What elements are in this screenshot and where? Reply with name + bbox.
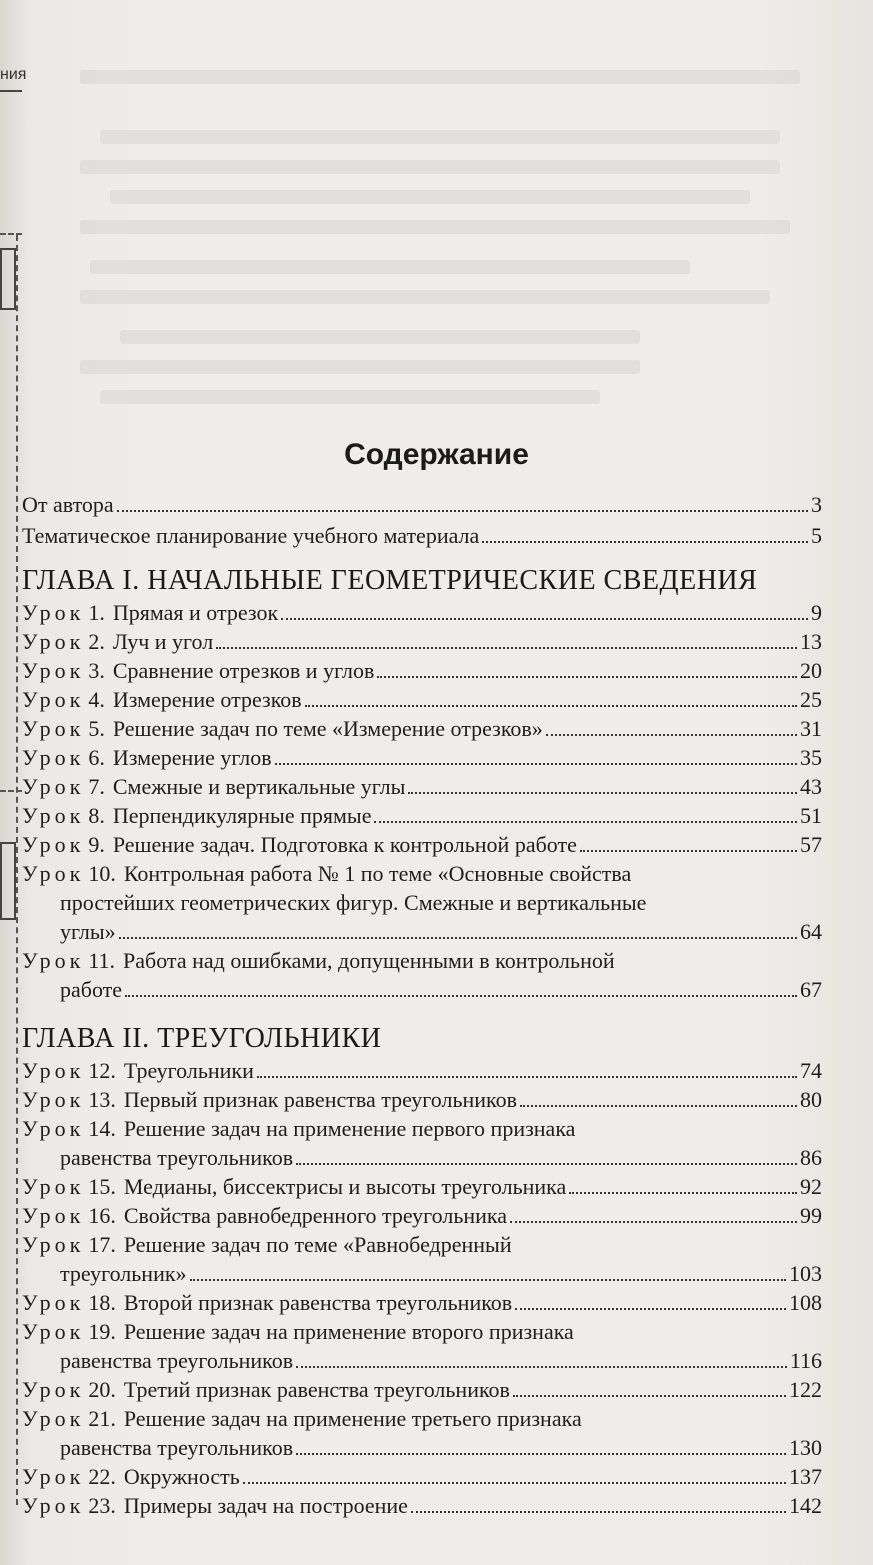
page-number: 57 — [800, 832, 822, 857]
page-number: 92 — [800, 1174, 822, 1199]
page-number: 20 — [800, 658, 822, 683]
page-number: 5 — [811, 523, 822, 548]
lesson-word: Урок — [22, 687, 85, 712]
page-number: 108 — [789, 1290, 822, 1315]
lesson-title-text: Медианы, биссектрисы и высоты треугольника — [123, 1174, 567, 1199]
page-number: 142 — [789, 1493, 822, 1518]
lesson-number: 15. — [88, 1174, 116, 1199]
lesson-word: Урок — [22, 861, 85, 886]
toc-entry-label — [22, 627, 216, 656]
page-number: 9 — [811, 600, 822, 625]
toc-entry-label: треугольник» — [60, 1261, 187, 1286]
lesson-number: 13. — [88, 1087, 116, 1112]
toc-entry-label — [22, 772, 408, 801]
lesson-title-text: Решение задач на применение второго признака — [123, 1319, 574, 1344]
lesson-word: Урок — [22, 1174, 85, 1199]
dot-leader — [125, 995, 797, 997]
lesson-title-text: Окружность — [123, 1464, 240, 1489]
lesson-word: Урок — [22, 745, 85, 770]
margin-dashed-line — [16, 235, 18, 1505]
toc-lesson-entry — [22, 1085, 822, 1114]
toc-lesson-entry — [22, 1317, 822, 1375]
lesson-word: Урок — [22, 629, 85, 654]
lesson-number: 20. — [88, 1377, 116, 1402]
lesson-title-text: Решение задач по теме «Измерение отрезков» — [112, 716, 543, 741]
lesson-word: Урок — [22, 658, 85, 683]
toc-entry-label — [22, 1491, 411, 1520]
dot-leader — [243, 1482, 786, 1484]
dot-leader — [296, 1163, 797, 1165]
toc-entry-label — [22, 1288, 515, 1317]
toc-lesson-entry — [22, 801, 822, 830]
lesson-title-text: Перпендикулярные прямые — [112, 803, 372, 828]
lesson-number: 9. — [88, 832, 105, 857]
toc-entry-label — [22, 1201, 510, 1230]
lesson-word: Урок — [22, 600, 85, 625]
lesson-word: Урок — [22, 1058, 85, 1083]
page-number: 122 — [789, 1377, 822, 1402]
toc-entry-label — [22, 1319, 574, 1344]
lesson-word: Урок — [22, 1203, 85, 1228]
lesson-title-text: Примеры задач на построение — [123, 1493, 408, 1518]
toc-lesson-entry — [22, 1201, 822, 1230]
lesson-title-text: Решение задач по теме «Равнобедренный — [123, 1232, 512, 1257]
chapter-heading: ГЛАВА I. НАЧАЛЬНЫЕ ГЕОМЕТРИЧЕСКИЕ СВЕДЕНИЯ — [22, 565, 758, 596]
lesson-title-text: Прямая и отрезок — [112, 600, 279, 625]
show-through-text — [80, 60, 820, 450]
dot-leader — [275, 763, 797, 765]
lesson-word: Урок — [22, 1406, 85, 1431]
page-number: 25 — [800, 687, 822, 712]
lesson-title-text: Первый признак равенства треугольников — [123, 1087, 518, 1112]
toc-lesson-entry — [22, 1375, 822, 1404]
toc-lesson-entry — [22, 946, 822, 1004]
lesson-title-text: Свойства равнобедренного треугольника — [123, 1203, 508, 1228]
page-number: 35 — [800, 745, 822, 770]
margin-box — [0, 248, 16, 310]
page-number: 64 — [800, 919, 822, 944]
toc-lesson-entry — [22, 656, 822, 685]
lesson-number: 16. — [88, 1203, 116, 1228]
lesson-number: 2. — [88, 629, 105, 654]
dot-leader — [580, 850, 797, 852]
lesson-number: 23. — [88, 1493, 116, 1518]
toc-entry-label: простейших геометрических фигур. Смежные и вертикальные — [60, 890, 647, 915]
lesson-word: Урок — [22, 1232, 85, 1257]
lesson-number: 18. — [88, 1290, 116, 1315]
toc-entry-label — [22, 1056, 257, 1085]
toc-entry-label — [22, 598, 281, 627]
toc-entry-label — [22, 685, 305, 714]
dot-leader — [296, 1366, 787, 1368]
lesson-number: 10. — [88, 861, 116, 886]
toc-lesson-entry — [22, 830, 822, 859]
toc-lesson-entry — [22, 685, 822, 714]
dot-leader — [377, 676, 797, 678]
lesson-word: Урок — [22, 1116, 85, 1141]
toc-lesson-entry — [22, 1491, 822, 1520]
dot-leader — [510, 1221, 797, 1223]
lesson-number: 1. — [88, 600, 105, 625]
toc-entry-label — [22, 1232, 512, 1257]
page-number: 137 — [789, 1464, 822, 1489]
lesson-number: 12. — [88, 1058, 116, 1083]
page-title: Содержание — [344, 438, 529, 471]
lesson-title-text: Треугольники — [123, 1058, 254, 1083]
lesson-number: 19. — [88, 1319, 116, 1344]
toc-entry-label — [22, 1375, 513, 1404]
lesson-word: Урок — [22, 1377, 85, 1402]
page-number: 67 — [800, 977, 822, 1002]
lesson-word: Урок — [22, 1319, 85, 1344]
dot-leader — [117, 510, 808, 512]
toc-entry-label — [22, 1116, 575, 1141]
lesson-number: 6. — [88, 745, 105, 770]
lesson-number: 21. — [88, 1406, 116, 1431]
toc-entry-label — [22, 1406, 582, 1431]
page-number: 31 — [800, 716, 822, 741]
lesson-title-text: Работа над ошибками, допущенными в контрольной — [123, 948, 615, 973]
lesson-number: 4. — [88, 687, 105, 712]
toc-lesson-entry — [22, 714, 822, 743]
toc-entry-label — [22, 743, 275, 772]
dot-leader — [190, 1279, 786, 1281]
lesson-word: Урок — [22, 1290, 85, 1315]
lesson-word: Урок — [22, 716, 85, 741]
lesson-word: Урок — [22, 774, 85, 799]
toc-entry-label: равенства треугольников — [60, 1435, 294, 1460]
dot-leader — [296, 1453, 786, 1455]
page-number: 51 — [800, 803, 822, 828]
toc-entry-label — [22, 1172, 569, 1201]
dot-leader — [482, 541, 808, 543]
adjacent-page-edge-text: ния — [0, 60, 22, 92]
toc-entry-label — [22, 1462, 243, 1491]
lesson-word: Урок — [22, 1087, 85, 1112]
lesson-number: 8. — [88, 803, 105, 828]
toc-lesson-entry — [22, 1056, 822, 1085]
toc-entry-label: углы» — [60, 919, 116, 944]
toc-lesson-entry — [22, 859, 822, 946]
toc-lesson-entry — [22, 1404, 822, 1462]
toc-lesson-entry — [22, 627, 822, 656]
lesson-word: Урок — [22, 1464, 85, 1489]
lesson-number: 11. — [88, 948, 116, 973]
toc-entry-label — [22, 714, 546, 743]
toc-entry-label — [22, 656, 377, 685]
dot-leader — [411, 1511, 786, 1513]
toc-entry-label: Тематическое планирование учебного материала — [22, 523, 480, 548]
lesson-word: Урок — [22, 1493, 85, 1518]
toc-lesson-entry — [22, 1230, 822, 1288]
lesson-title-text: Измерение отрезков — [112, 687, 302, 712]
toc-entry-label — [22, 861, 631, 886]
page-number: 86 — [800, 1145, 822, 1170]
lesson-number: 22. — [88, 1464, 116, 1489]
page-number: 43 — [800, 774, 822, 799]
lesson-title-text: Луч и угол — [112, 629, 214, 654]
dot-leader — [305, 705, 797, 707]
lesson-title-text: Смежные и вертикальные углы — [112, 774, 406, 799]
page-number: 74 — [800, 1058, 822, 1083]
lesson-word: Урок — [22, 803, 85, 828]
lesson-word: Урок — [22, 948, 85, 973]
toc-entry-label — [22, 1085, 520, 1114]
toc-lesson-entry — [22, 1288, 822, 1317]
margin-dashed-tick — [0, 790, 22, 792]
toc-entry-label — [22, 830, 580, 859]
toc-entry-thematic-planning — [22, 521, 822, 550]
toc-lesson-entry — [22, 1172, 822, 1201]
lesson-word: Урок — [22, 832, 85, 857]
table-of-contents — [22, 490, 822, 1520]
dot-leader — [408, 792, 797, 794]
lesson-title-text: Решение задач. Подготовка к контрольной работе — [112, 832, 577, 857]
dot-leader — [257, 1076, 797, 1078]
toc-entry-label — [22, 801, 374, 830]
page-number: 3 — [811, 492, 822, 517]
lesson-title-text: Решение задач на применение третьего признака — [123, 1406, 582, 1431]
toc-entry-label: От автора — [22, 492, 114, 517]
toc-lesson-entry — [22, 1114, 822, 1172]
dot-leader — [520, 1105, 797, 1107]
toc-lesson-entry — [22, 743, 822, 772]
toc-entry-label: работе — [60, 977, 123, 1002]
lesson-number: 3. — [88, 658, 105, 683]
lesson-number: 5. — [88, 716, 105, 741]
dot-leader — [569, 1192, 797, 1194]
page-number: 99 — [800, 1203, 822, 1228]
lesson-title-text: Решение задач на применение первого признака — [123, 1116, 576, 1141]
toc-lesson-entry — [22, 1462, 822, 1491]
lesson-title-text: Измерение углов — [112, 745, 272, 770]
lesson-title-text: Второй признак равенства треугольников — [123, 1290, 513, 1315]
margin-box — [0, 842, 16, 920]
lesson-title-text: Сравнение отрезков и углов — [112, 658, 375, 683]
toc-lesson-entry — [22, 772, 822, 801]
lesson-number: 17. — [88, 1232, 116, 1257]
dot-leader — [216, 647, 797, 649]
dot-leader — [515, 1308, 786, 1310]
lesson-number: 14. — [88, 1116, 116, 1141]
page-number: 130 — [789, 1435, 822, 1460]
lesson-title-text: Контрольная работа № 1 по теме «Основные свойства — [123, 861, 632, 886]
dot-leader — [546, 734, 797, 736]
toc-entry-from-author — [22, 490, 822, 519]
dot-leader — [513, 1395, 786, 1397]
toc-entry-label: равенства треугольников — [60, 1145, 294, 1170]
lesson-number: 7. — [88, 774, 105, 799]
page-number: 116 — [789, 1348, 822, 1373]
chapter-heading: ГЛАВА II. ТРЕУГОЛЬНИКИ — [22, 1023, 382, 1054]
page-number: 13 — [800, 629, 822, 654]
lesson-title-text: Третий признак равенства треугольников — [123, 1377, 510, 1402]
dot-leader — [119, 937, 797, 939]
dot-leader — [281, 618, 808, 620]
toc-entry-label — [22, 948, 615, 973]
dot-leader — [374, 821, 797, 823]
chapters-list — [22, 564, 822, 1520]
page-number: 80 — [800, 1087, 822, 1112]
page-number: 103 — [789, 1261, 822, 1286]
margin-dashed-tick — [0, 233, 22, 235]
toc-lesson-entry — [22, 598, 822, 627]
toc-entry-label: равенства треугольников — [60, 1348, 294, 1373]
